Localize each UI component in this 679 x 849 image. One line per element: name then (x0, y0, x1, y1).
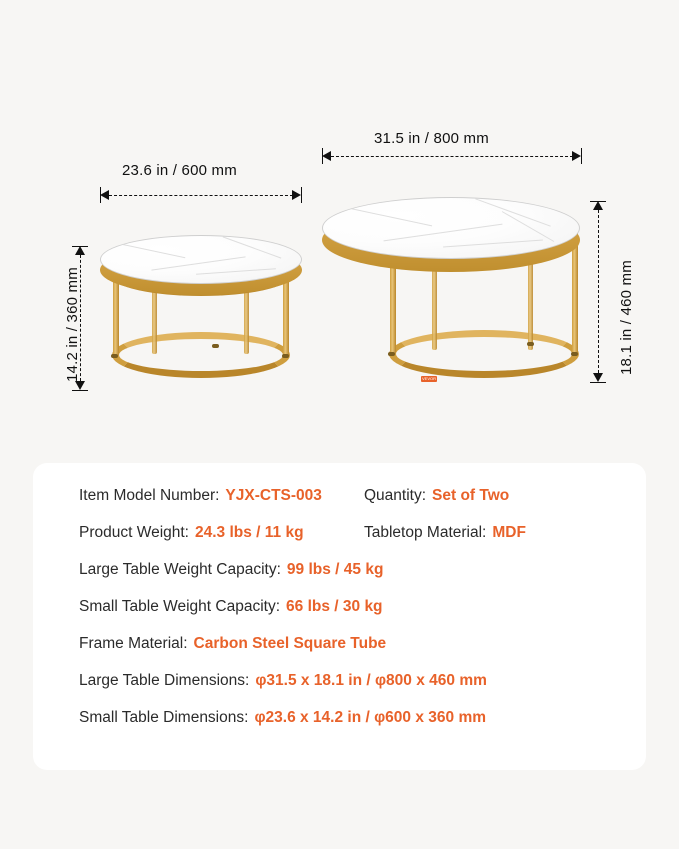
spec-label: Large Table Weight Capacity: (79, 561, 281, 578)
large-width-arrow-left (322, 151, 331, 161)
large-height-arrow-bottom (593, 373, 603, 382)
spec-row (79, 598, 600, 616)
spec-row (79, 487, 600, 505)
large-table-foot-left (388, 352, 395, 356)
small-width-arrow-left (100, 190, 109, 200)
spec-label: Product Weight: (79, 524, 189, 541)
spec-item-product-weight (79, 524, 364, 542)
small-table-base-ring (112, 332, 290, 378)
spec-item-quantity (364, 487, 509, 505)
spec-row (79, 672, 600, 690)
large-tabletop-surface (322, 197, 580, 259)
small-width-line (109, 195, 293, 196)
small-width-cap-right (301, 187, 302, 203)
spec-row (79, 524, 600, 542)
spec-label: Frame Material: (79, 635, 188, 652)
large-width-line (331, 156, 573, 157)
large-height-cap-bottom (590, 382, 606, 383)
spec-item-large-dimensions (79, 672, 487, 690)
small-height-arrow-top (75, 246, 85, 255)
small-width-arrow-right (292, 190, 301, 200)
spec-value: 66 lbs / 30 kg (286, 598, 383, 615)
spec-item-frame-material (79, 635, 386, 653)
spec-value: Set of Two (432, 487, 510, 504)
spec-value: YJX-CTS-003 (225, 487, 322, 504)
spec-value: 99 lbs / 45 kg (286, 561, 384, 578)
large-height-line (598, 210, 599, 373)
large-table-foot-right (571, 352, 578, 356)
large-height-arrow-top (593, 201, 603, 210)
spec-label: Item Model Number: (79, 487, 220, 504)
spec-row (79, 635, 600, 653)
large-width-label: 31.5 in / 800 mm (374, 130, 489, 147)
spec-label: Small Table Dimensions: (79, 709, 249, 726)
spec-label: Tabletop Material: (364, 524, 487, 541)
large-table-foot-back (527, 342, 534, 346)
spec-value: Carbon Steel Square Tube (193, 635, 387, 652)
large-table-base-ring (389, 330, 579, 378)
spec-label: Large Table Dimensions: (79, 672, 250, 689)
brand-badge: VEVOR (422, 376, 437, 381)
spec-item-large-weight-capacity (79, 561, 383, 579)
spec-item-small-dimensions (79, 709, 486, 727)
large-width-cap-right (581, 148, 582, 164)
spec-value: φ31.5 x 18.1 in / φ800 x 460 mm (255, 672, 487, 689)
specifications-card (33, 463, 646, 770)
spec-value: MDF (492, 524, 526, 541)
small-width-label: 23.6 in / 600 mm (122, 162, 237, 179)
spec-label: Small Table Weight Capacity: (79, 598, 281, 615)
spec-item-model-number (79, 487, 364, 505)
spec-item-small-weight-capacity (79, 598, 383, 616)
small-height-arrow-bottom (75, 381, 85, 390)
spec-label: Quantity: (364, 487, 427, 504)
spec-item-tabletop-material (364, 524, 526, 542)
small-table-foot-left (111, 354, 118, 358)
small-table-foot-back (212, 344, 219, 348)
spec-row (79, 561, 600, 579)
small-table-foot-right (282, 354, 289, 358)
specifications-list (33, 463, 646, 727)
spec-value: 24.3 lbs / 11 kg (195, 524, 304, 541)
small-height-label: 14.2 in / 360 mm (64, 267, 81, 382)
spec-row (79, 709, 600, 727)
large-height-label: 18.1 in / 460 mm (618, 260, 635, 375)
small-height-cap-bottom (72, 390, 88, 391)
spec-value: φ23.6 x 14.2 in / φ600 x 360 mm (254, 709, 487, 726)
small-tabletop-surface (100, 235, 302, 284)
large-width-arrow-right (572, 151, 581, 161)
